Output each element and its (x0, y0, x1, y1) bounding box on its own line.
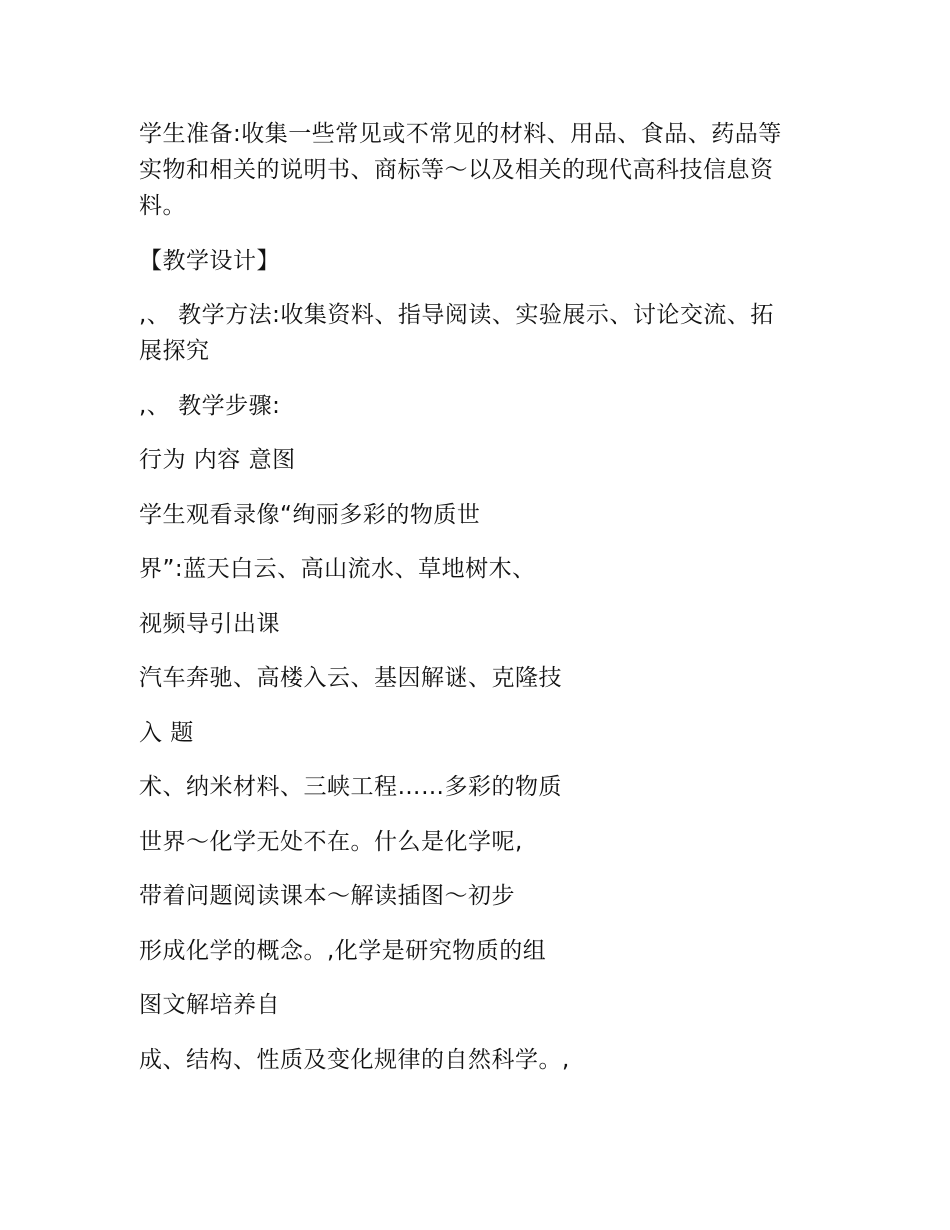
table-header-line: 行为 内容 意图 (139, 447, 296, 473)
text-line: 学生观看录像“绚丽多彩的物质世 (139, 502, 481, 528)
text-line: 界”:蓝天白云、高山流水、草地树木、 (139, 556, 536, 582)
section-heading: 【教学设计】 (139, 248, 280, 274)
text-line: 带着问题阅读课本～解读插图～初步 (139, 883, 515, 909)
paragraph-line: 展探究 (139, 338, 210, 364)
text-line: 汽车奔驰、高楼入云、基因解谜、克隆技 (139, 665, 562, 691)
student-preparation-paragraph (139, 116, 819, 224)
text-line: 形成化学的概念。,化学是研究物质的组 (139, 938, 547, 964)
teaching-steps-heading: ,、 教学步骤: (139, 393, 281, 419)
text-line: 成、结构、性质及变化规律的自然科学。, (139, 1047, 570, 1073)
text-line: 术、纳米材料、三峡工程……多彩的物质 (139, 774, 562, 800)
paragraph-line: 学生准备:收集一些常见或不常见的材料、用品、食品、药品等 (139, 121, 782, 147)
paragraph-line: ,、 教学方法:收集资料、指导阅读、实验展示、讨论交流、拓 (139, 302, 774, 328)
paragraph-line: 实物和相关的说明书、商标等～以及相关的现代高科技信息资 (139, 157, 774, 183)
text-line: 图文解培养自 (139, 992, 280, 1018)
text-line: 世界～化学无处不在。什么是化学呢, (139, 829, 523, 855)
teaching-method-paragraph (139, 297, 819, 369)
text-line: 视频导引出课 (139, 611, 280, 637)
text-line: 入 题 (139, 720, 194, 746)
paragraph-line: 料。 (139, 193, 186, 219)
